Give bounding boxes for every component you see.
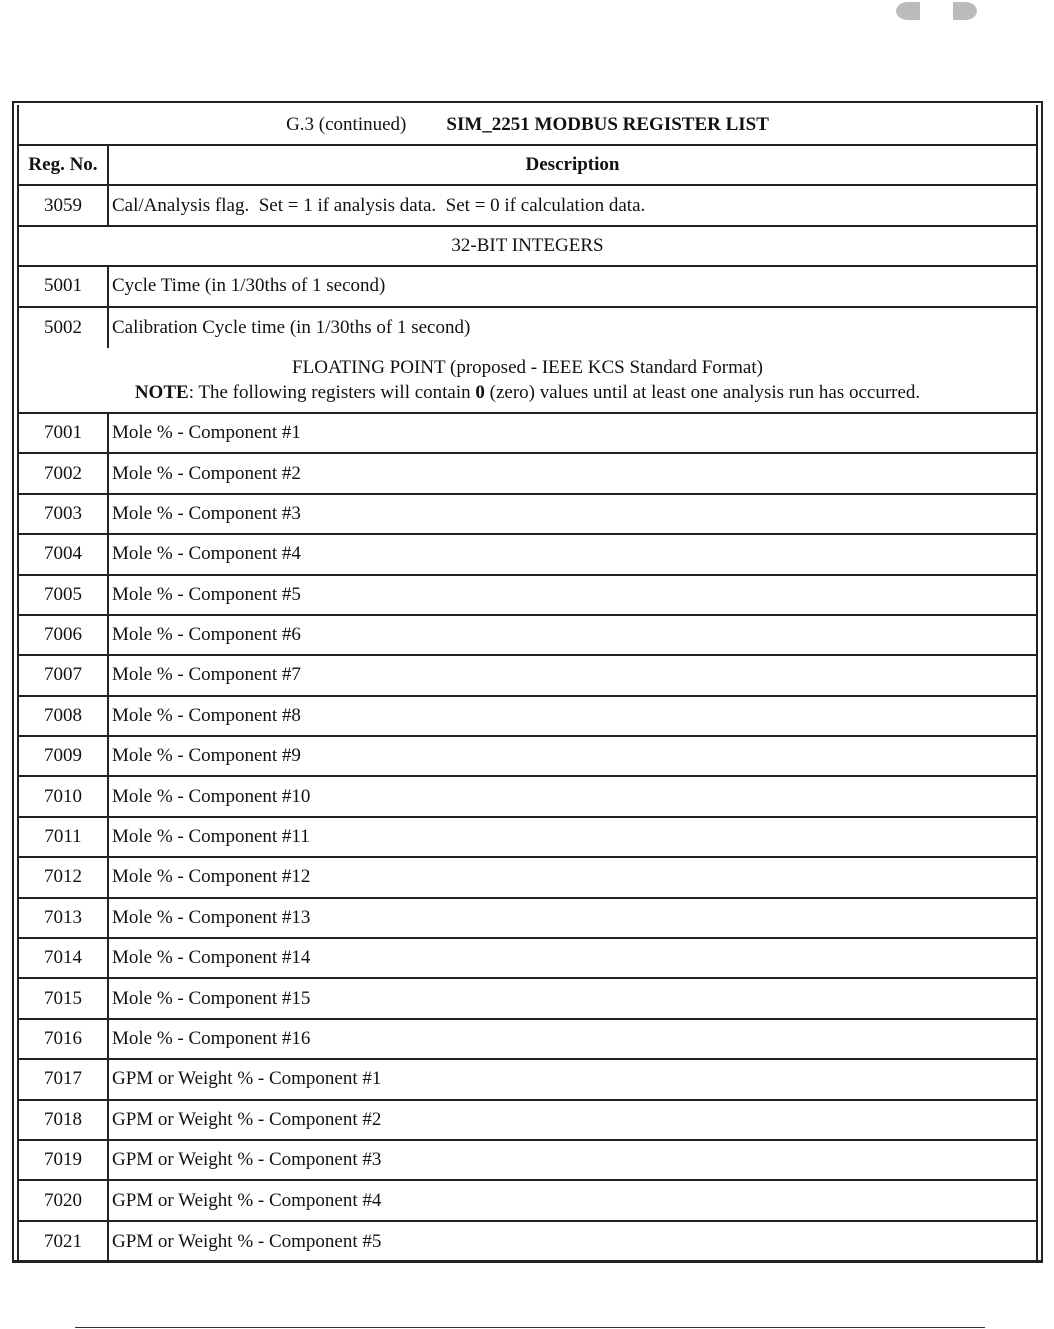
table-title-row: [19, 105, 1036, 146]
table-row: [19, 454, 1036, 494]
description: Cal/Analysis flag. Set = 1 if analysis data. Set = 0 if calculation data.: [112, 194, 646, 216]
section-heading: 32-BIT INTEGERS: [451, 234, 604, 256]
description: GPM or Weight % - Component #1: [112, 1068, 382, 1090]
description: Mole % - Component #14: [112, 947, 311, 969]
reg-no: 7016: [19, 1020, 109, 1058]
reg-no: 7005: [19, 576, 109, 614]
table-row: [19, 495, 1036, 535]
section-note: [19, 380, 1036, 405]
description: Mole % - Component #7: [112, 664, 301, 686]
note-text-end: (zero) values until at least one analysis run has occurred.: [484, 381, 921, 403]
reg-no: 7017: [19, 1060, 109, 1098]
table-row: [19, 979, 1036, 1019]
table-row: [19, 1060, 1036, 1100]
section-row-32bit: [19, 227, 1036, 267]
table-row: [19, 1141, 1036, 1181]
reg-no: 5002: [19, 308, 109, 348]
reg-no: 7013: [19, 899, 109, 937]
section-heading: FLOATING POINT (proposed - IEEE KCS Standard Format): [292, 356, 763, 378]
header-reg-no: Reg. No.: [19, 146, 109, 184]
reg-no: 7011: [19, 818, 109, 856]
reg-no: 7020: [19, 1181, 109, 1219]
reg-no: 7003: [19, 495, 109, 533]
note-text: : The following registers will contain: [188, 381, 476, 403]
table-row: [19, 818, 1036, 858]
description: GPM or Weight % - Component #2: [112, 1108, 382, 1130]
header-description: Description: [525, 154, 620, 176]
table-row: [19, 777, 1036, 817]
section-row-floating-point: [19, 348, 1036, 414]
description: Calibration Cycle time (in 1/30ths of 1 second): [112, 316, 471, 338]
note-label: NOTE: [134, 381, 189, 403]
reg-no: 7001: [19, 414, 109, 452]
reg-no: 7002: [19, 454, 109, 492]
description: Mole % - Component #3: [112, 502, 301, 524]
table-row: [19, 414, 1036, 454]
description: Mole % - Component #4: [112, 543, 301, 565]
reg-no: 7019: [19, 1141, 109, 1179]
reg-no: 7021: [19, 1222, 109, 1262]
description: GPM or Weight % - Component #4: [112, 1189, 382, 1211]
table-row: [19, 1222, 1036, 1262]
reg-no: 7018: [19, 1101, 109, 1139]
table-row: [19, 858, 1036, 898]
table-row: [19, 616, 1036, 656]
table-header-row: [19, 146, 1036, 186]
description: GPM or Weight % - Component #5: [112, 1230, 382, 1252]
reg-no: 7007: [19, 656, 109, 694]
table-title: SIM_2251 MODBUS REGISTER LIST: [446, 113, 769, 135]
section-label: G.3 (continued): [286, 113, 407, 135]
table-row: [19, 697, 1036, 737]
table-row: [19, 267, 1036, 307]
binder-hole-mark-right: [953, 2, 977, 20]
table-row: [19, 939, 1036, 979]
table-row: [19, 576, 1036, 616]
description: Mole % - Component #13: [112, 906, 311, 928]
reg-no: 3059: [19, 186, 109, 224]
footer-rule: [75, 1327, 985, 1328]
reg-no: 7010: [19, 777, 109, 815]
description: Mole % - Component #1: [112, 422, 301, 444]
description: Mole % - Component #10: [112, 785, 311, 807]
description: Mole % - Component #2: [112, 462, 301, 484]
description: Cycle Time (in 1/30ths of 1 second): [112, 275, 386, 297]
table-row: [19, 1101, 1036, 1141]
description: Mole % - Component #12: [112, 866, 311, 888]
description: Mole % - Component #6: [112, 624, 301, 646]
binder-hole-mark-left: [896, 2, 920, 20]
description: Mole % - Component #16: [112, 1028, 311, 1049]
reg-no: 7004: [19, 535, 109, 573]
reg-no: 7012: [19, 858, 109, 896]
reg-no: 5001: [19, 267, 109, 305]
register-table: [12, 101, 1043, 1263]
note-zero: 0: [475, 381, 485, 403]
description: Mole % - Component #8: [112, 704, 301, 726]
reg-no: 7014: [19, 939, 109, 977]
reg-no: 7006: [19, 616, 109, 654]
table-row: [19, 737, 1036, 777]
reg-no: 7009: [19, 737, 109, 775]
description: Mole % - Component #11: [112, 826, 310, 848]
table-row: [19, 1181, 1036, 1221]
description: Mole % - Component #9: [112, 745, 301, 767]
description: GPM or Weight % - Component #3: [112, 1149, 382, 1171]
reg-no: 7015: [19, 979, 109, 1017]
table-row: [19, 535, 1036, 575]
description: Mole % - Component #15: [112, 987, 311, 1009]
table-row: [19, 899, 1036, 939]
description: Mole % - Component #5: [112, 583, 301, 605]
table-row: [19, 1020, 1036, 1060]
table-row: [19, 308, 1036, 348]
table-row: [19, 656, 1036, 696]
table-row: [19, 186, 1036, 226]
reg-no: 7008: [19, 697, 109, 735]
